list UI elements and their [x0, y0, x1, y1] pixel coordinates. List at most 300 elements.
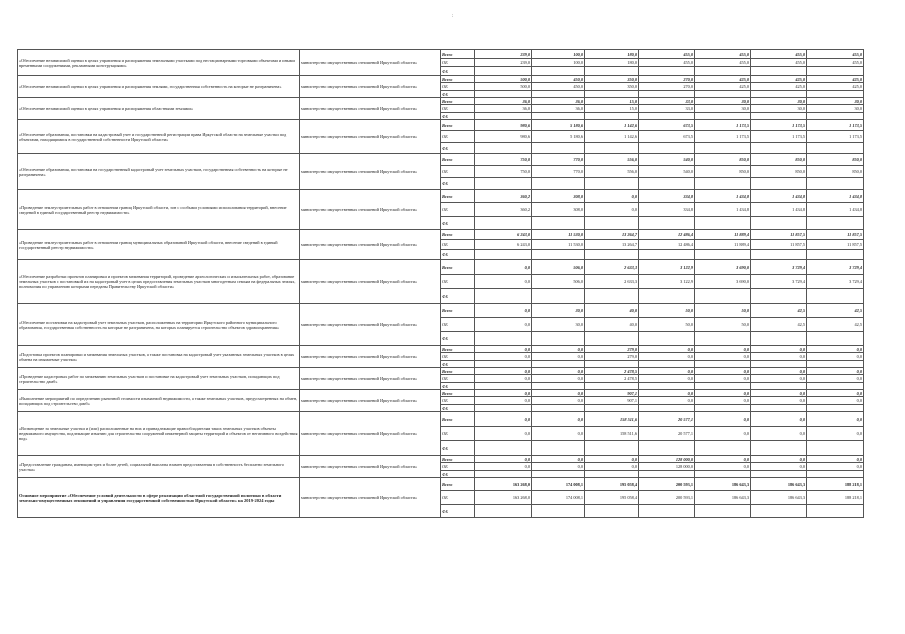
row-label-fb: ФБ [441, 332, 475, 346]
value-cell: 1 173,5 [807, 120, 864, 131]
value-cell: 0,0 [475, 260, 532, 275]
value-cell: 350,0 [585, 83, 639, 91]
table-row-total [18, 230, 864, 240]
row-label-total: Всего [441, 260, 475, 275]
value-cell: 0,0 [475, 318, 532, 332]
value-cell: 0,0 [807, 368, 864, 375]
value-cell: 850,0 [695, 154, 751, 166]
value-cell: 0,0 [639, 353, 695, 361]
value-cell-empty [695, 91, 751, 98]
value-cell-empty [751, 361, 807, 368]
value-cell-empty [475, 332, 532, 346]
value-cell-empty [695, 178, 751, 190]
row-description: «Проведение кадастровых работ по межеванию земельных участков и постановке на кадастровый учет земельных участков, попадающих под строительство дамб» [18, 368, 300, 390]
value-cell: 455,0 [751, 50, 807, 59]
value-cell: 30,0 [751, 105, 807, 113]
value-cell: 556,0 [585, 154, 639, 166]
value-cell: 360,2 [475, 203, 532, 217]
row-label-ob: ОБ [441, 131, 475, 143]
value-cell: 50,0 [695, 318, 751, 332]
value-cell-empty [807, 471, 864, 478]
row-label-total: Всего [441, 304, 475, 318]
page-mark: : [452, 14, 454, 19]
value-cell: 425,0 [695, 76, 751, 83]
value-cell-empty [639, 383, 695, 390]
value-cell-empty [807, 217, 864, 230]
value-cell-empty [475, 289, 532, 304]
value-cell: 0,0 [807, 427, 864, 441]
row-label-total: Всего [441, 98, 475, 105]
value-cell: 1 142,6 [585, 131, 639, 143]
value-cell: 425,0 [695, 83, 751, 91]
value-cell-empty [585, 332, 639, 346]
value-cell-empty [532, 332, 585, 346]
row-responsible: министерство имущественных отношений Иркутской области» [300, 230, 441, 260]
value-cell: 270,0 [639, 83, 695, 91]
value-cell: 455,0 [751, 59, 807, 67]
value-cell: 239,0 [475, 50, 532, 59]
value-cell: 455,0 [639, 59, 695, 67]
value-cell-empty [751, 67, 807, 76]
value-cell: 425,0 [751, 83, 807, 91]
value-cell-empty [475, 143, 532, 154]
table-row-total [18, 412, 864, 427]
value-cell-empty [751, 143, 807, 154]
value-cell-empty [695, 217, 751, 230]
value-cell: 128 000,0 [639, 463, 695, 471]
value-cell-empty [585, 383, 639, 390]
table-row-total [18, 50, 864, 59]
value-cell-empty [475, 91, 532, 98]
value-cell-empty [751, 91, 807, 98]
table-row-total [18, 120, 864, 131]
value-cell: 40,0 [585, 304, 639, 318]
value-cell: 455,0 [807, 59, 864, 67]
value-cell: 163 268,0 [475, 491, 532, 505]
value-cell-empty [695, 67, 751, 76]
value-cell: 11 857,5 [751, 240, 807, 250]
value-cell: 11 530,0 [532, 230, 585, 240]
value-cell: 33,0 [639, 98, 695, 105]
row-label-fb: ФБ [441, 405, 475, 412]
value-cell: 30,0 [695, 98, 751, 105]
value-cell: 13 264,7 [585, 230, 639, 240]
value-cell: 0,0 [695, 412, 751, 427]
value-cell: 128 000,0 [639, 456, 695, 463]
value-cell: 0,0 [695, 368, 751, 375]
value-cell: 200 593,1 [639, 478, 695, 491]
row-label-total: Всего [441, 390, 475, 397]
value-cell-empty [475, 250, 532, 260]
value-cell-empty [751, 332, 807, 346]
value-cell: 270,0 [639, 76, 695, 83]
row-label-total: Всего [441, 154, 475, 166]
value-cell-empty [751, 113, 807, 120]
value-cell-empty [532, 289, 585, 304]
row-label-fb: ФБ [441, 178, 475, 190]
value-cell-empty [751, 441, 807, 456]
value-cell-empty [475, 217, 532, 230]
row-label-fb: ФБ [441, 471, 475, 478]
value-cell-empty [751, 505, 807, 518]
value-cell: 186 643,3 [751, 478, 807, 491]
value-cell: 2 478,5 [585, 368, 639, 375]
row-label-fb: ФБ [441, 217, 475, 230]
value-cell: 0,0 [585, 203, 639, 217]
value-cell-empty [639, 505, 695, 518]
value-cell: 174 008,1 [532, 478, 585, 491]
row-responsible: министерство имущественных отношений Иркутской области» [300, 120, 441, 154]
value-cell: 0,0 [532, 375, 585, 383]
row-description: «Обеспечение независимой оценки в целях управления и распоряжения земельными участками под нестационарными торговыми объектами и иными временными сооружениями, рекламными конструкциями» [18, 50, 300, 76]
value-cell-empty [585, 505, 639, 518]
value-cell-empty [807, 250, 864, 260]
value-cell: 30,0 [751, 98, 807, 105]
value-cell-empty [585, 405, 639, 412]
value-cell: 0,0 [807, 397, 864, 405]
value-cell: 980,6 [475, 120, 532, 131]
value-cell: 0,0 [475, 353, 532, 361]
value-cell: 2 633,3 [585, 275, 639, 289]
value-cell-empty [639, 217, 695, 230]
value-cell-empty [585, 289, 639, 304]
row-label-ob: ОБ [441, 463, 475, 471]
row-description: «Обеспечение независимой оценки в целях управления и распоряжения землями, государственная собственность на которые не разграничена» [18, 76, 300, 98]
value-cell-empty [532, 471, 585, 478]
value-cell: 455,0 [695, 50, 751, 59]
value-cell-empty [532, 505, 585, 518]
value-cell: 0,0 [475, 375, 532, 383]
value-cell-empty [532, 91, 585, 98]
value-cell-empty [695, 250, 751, 260]
value-cell: 2 633,3 [585, 260, 639, 275]
row-responsible: министерство имущественных отношений Иркутской области» [300, 76, 441, 98]
value-cell: 13 264,7 [585, 240, 639, 250]
value-cell: 11 857,5 [807, 240, 864, 250]
value-cell-empty [639, 361, 695, 368]
value-cell: 0,0 [475, 304, 532, 318]
row-description: «Предоставление гражданам, имеющим трех и более детей, социальной выплаты взамен предоставления в собственность бесплатно земельного участка» [18, 456, 300, 478]
value-cell-empty [639, 113, 695, 120]
table-row-total [18, 368, 864, 375]
value-cell: 850,0 [751, 166, 807, 178]
value-cell: 0,0 [751, 463, 807, 471]
value-cell: 334,8 [639, 190, 695, 203]
row-description: «Выполнение мероприятий по определению рыночной стоимости изымаемой недвижимости, а также земельных участков, предусмотренных на обмен, попадающих под строительство дамб» [18, 390, 300, 412]
value-cell-empty [532, 143, 585, 154]
row-description: «Подготовка проектов планировки и межевания земельных участков, а также постановка на кадастровый учет указанных земельных участков в целях обмена на изымаемые участки» [18, 346, 300, 368]
value-cell: 279,0 [585, 346, 639, 353]
value-cell: 455,0 [639, 50, 695, 59]
row-responsible: министерство имущественных отношений Иркутской области» [300, 260, 441, 304]
value-cell: 0,0 [751, 375, 807, 383]
value-cell-empty [639, 178, 695, 190]
row-label-total: Всего [441, 412, 475, 427]
row-label-ob: ОБ [441, 105, 475, 113]
value-cell: 174 008,1 [532, 491, 585, 505]
value-cell: 450,0 [532, 83, 585, 91]
value-cell: 36,0 [532, 98, 585, 105]
value-cell: 5 180,6 [532, 120, 585, 131]
row-description: «Обеспечение разработки проектов планировки и проектов межевания территорий, проведение археологических и изыскательных работ, образование земельных участков с постановкой их на кадастровый учет в целях предоставления земельных участков многодетным семьям на федеральных землях, полномочия по управлению которыми переданы Правительству Иркутской области» [18, 260, 300, 304]
value-cell-empty [639, 332, 695, 346]
value-cell: 3 729,4 [751, 260, 807, 275]
value-cell: 425,0 [751, 76, 807, 83]
value-cell-empty [807, 289, 864, 304]
value-cell: 0,0 [751, 390, 807, 397]
value-cell: 3 729,4 [807, 275, 864, 289]
value-cell-empty [695, 383, 751, 390]
value-cell-empty [751, 178, 807, 190]
row-responsible: министерство имущественных отношений Иркутской области» [300, 456, 441, 478]
table-row-total [18, 304, 864, 318]
value-cell: 0,0 [585, 463, 639, 471]
row-responsible: министерство имущественных отношений Иркутской области» [300, 412, 441, 456]
row-label-total: Всего [441, 50, 475, 59]
value-cell-empty [751, 405, 807, 412]
value-cell-empty [639, 67, 695, 76]
value-cell: 180,0 [585, 50, 639, 59]
value-cell: 5 180,6 [532, 131, 585, 143]
value-cell: 1 434,8 [695, 190, 751, 203]
value-cell-empty [475, 383, 532, 390]
value-cell: 188 218,1 [807, 478, 864, 491]
value-cell-empty [532, 217, 585, 230]
table-row-total [18, 346, 864, 353]
value-cell: 11 857,5 [751, 230, 807, 240]
row-description: «Обеспечение образования, постановки на кадастровый учет и государственной регистрации права Иркутской области на земельные участки под объектами, находящимися в государственной собственности Иркутской области» [18, 120, 300, 154]
value-cell: 907,1 [585, 390, 639, 397]
row-label-ob: ОБ [441, 203, 475, 217]
value-cell: 12 486,4 [639, 240, 695, 250]
row-label-ob: ОБ [441, 427, 475, 441]
value-cell: 42,5 [807, 318, 864, 332]
value-cell: 1 434,8 [751, 203, 807, 217]
value-cell-empty [585, 217, 639, 230]
value-cell: 2 478,5 [585, 375, 639, 383]
row-label-ob: ОБ [441, 59, 475, 67]
value-cell-empty [585, 471, 639, 478]
value-cell: 0,0 [695, 353, 751, 361]
value-cell-empty [807, 113, 864, 120]
value-cell-empty [695, 505, 751, 518]
value-cell-empty [807, 143, 864, 154]
value-cell: 750,0 [475, 154, 532, 166]
value-cell-empty [532, 383, 585, 390]
value-cell: 36,0 [532, 105, 585, 113]
value-cell: 907,1 [585, 397, 639, 405]
value-cell-empty [585, 250, 639, 260]
value-cell: 11 889,4 [695, 230, 751, 240]
value-cell-empty [585, 91, 639, 98]
value-cell: 186 643,3 [751, 491, 807, 505]
row-responsible: министерство имущественных отношений Иркутской области» [300, 368, 441, 390]
value-cell: 980,6 [475, 131, 532, 143]
row-responsible: министерство имущественных отношений Иркутской области» [300, 190, 441, 230]
value-cell: 0,0 [751, 427, 807, 441]
value-cell-empty [751, 289, 807, 304]
row-label-total: Всего [441, 190, 475, 203]
value-cell-empty [532, 250, 585, 260]
value-cell: 500,0 [475, 76, 532, 83]
value-cell-empty [695, 405, 751, 412]
value-cell-empty [807, 405, 864, 412]
value-cell: 6 243,0 [475, 240, 532, 250]
value-cell: 50,0 [639, 318, 695, 332]
value-cell: 15,0 [585, 98, 639, 105]
table-row-total [18, 456, 864, 463]
value-cell-empty [475, 361, 532, 368]
row-description: «Проведение землеустроительных работ в отношении границ муниципальных образований Иркутской области, внесение сведений в единый государственный реестр недвижимости» [18, 230, 300, 260]
table-row-total [18, 154, 864, 166]
row-responsible: министерство имущественных отношений Иркутской области» [300, 304, 441, 346]
value-cell: 0,0 [475, 427, 532, 441]
row-description: «Обеспечение независимой оценки в целях управления и распоряжения областными землями» [18, 98, 300, 120]
row-label-ob: ОБ [441, 397, 475, 405]
value-cell: 15,0 [585, 105, 639, 113]
value-cell: 180,0 [585, 59, 639, 67]
value-cell: 450,0 [532, 76, 585, 83]
table-row-total [18, 76, 864, 83]
value-cell-empty [695, 113, 751, 120]
value-cell: 425,0 [807, 83, 864, 91]
table-row-total [18, 478, 864, 491]
value-cell-empty [532, 113, 585, 120]
value-cell: 0,0 [585, 456, 639, 463]
value-cell-empty [695, 441, 751, 456]
value-cell-empty [475, 113, 532, 120]
row-responsible: министерство имущественных отношений Иркутской области» [300, 98, 441, 120]
value-cell: 0,0 [695, 463, 751, 471]
table-row-total [18, 390, 864, 397]
value-cell-empty [807, 67, 864, 76]
value-cell: 770,0 [532, 166, 585, 178]
value-cell-empty [695, 143, 751, 154]
value-cell: 1 434,8 [695, 203, 751, 217]
row-label-total: Всего [441, 456, 475, 463]
row-responsible: министерство имущественных отношений Иркутской области» [300, 390, 441, 412]
value-cell: 0,0 [695, 375, 751, 383]
value-cell: 0,0 [532, 412, 585, 427]
row-label-total: Всего [441, 478, 475, 491]
row-label-ob: ОБ [441, 240, 475, 250]
row-label-total: Всего [441, 120, 475, 131]
value-cell: 163 268,0 [475, 478, 532, 491]
value-cell-empty [639, 441, 695, 456]
value-cell: 30,0 [695, 105, 751, 113]
value-cell-empty [639, 143, 695, 154]
value-cell: 20 577,1 [639, 427, 695, 441]
value-cell: 425,0 [807, 76, 864, 83]
row-label-fb: ФБ [441, 143, 475, 154]
value-cell-empty [695, 289, 751, 304]
value-cell: 0,0 [532, 456, 585, 463]
value-cell: 3 690,0 [695, 275, 751, 289]
value-cell-empty [695, 471, 751, 478]
value-cell: 0,0 [639, 368, 695, 375]
value-cell: 750,0 [475, 166, 532, 178]
row-description: «Обеспечение образования, постановки на государственный кадастровый учет земельных участков, государственная собственность на которые не разграничена» [18, 154, 300, 190]
value-cell-empty [585, 113, 639, 120]
value-cell: 11 889,4 [695, 240, 751, 250]
value-cell: 279,0 [585, 353, 639, 361]
row-description: Основное мероприятие «Обеспечение условий деятельности в сфере реализации областной государственной политики в области земельно-имущественных отношений и управления государственной собственностью Иркутской области» на 2019-2024 годы [18, 478, 300, 518]
value-cell: 506,0 [532, 275, 585, 289]
value-cell-empty [695, 361, 751, 368]
value-cell-empty [751, 383, 807, 390]
value-cell: 42,5 [751, 304, 807, 318]
value-cell: 36,0 [475, 105, 532, 113]
value-cell-empty [639, 471, 695, 478]
value-cell: 455,0 [807, 50, 864, 59]
value-cell: 158 511,6 [585, 412, 639, 427]
value-cell-empty [475, 441, 532, 456]
value-cell: 0,0 [532, 390, 585, 397]
value-cell: 3 122,9 [639, 275, 695, 289]
value-cell: 0,0 [475, 397, 532, 405]
value-cell: 0,0 [807, 375, 864, 383]
value-cell: 0,0 [532, 427, 585, 441]
value-cell: 770,0 [532, 154, 585, 166]
value-cell: 0,0 [639, 375, 695, 383]
value-cell: 0,0 [532, 368, 585, 375]
value-cell: 42,5 [807, 304, 864, 318]
value-cell: 0,0 [751, 368, 807, 375]
value-cell: 506,0 [532, 260, 585, 275]
value-cell: 3 729,4 [751, 275, 807, 289]
value-cell-empty [532, 178, 585, 190]
value-cell: 0,0 [751, 412, 807, 427]
value-cell: 186 643,3 [695, 491, 751, 505]
value-cell-empty [639, 250, 695, 260]
value-cell-empty [639, 289, 695, 304]
row-description: «Обеспечение постановки на кадастровый учет земельных участков, расположенных на территории Иркутского районного муниципального образования, государственная собственность на которые не разграничена, на которых планируется строительство объектов здравоохранения» [18, 304, 300, 346]
row-responsible: министерство имущественных отношений Иркутской области» [300, 478, 441, 518]
value-cell: 239,0 [475, 59, 532, 67]
row-label-fb: ФБ [441, 67, 475, 76]
value-cell-empty [751, 217, 807, 230]
value-cell-empty [585, 67, 639, 76]
value-cell: 0,0 [751, 353, 807, 361]
value-cell: 186 643,3 [695, 478, 751, 491]
value-cell-empty [807, 91, 864, 98]
value-cell: 850,0 [807, 154, 864, 166]
value-cell: 100,0 [532, 50, 585, 59]
row-label-fb: ФБ [441, 91, 475, 98]
row-label-ob: ОБ [441, 491, 475, 505]
value-cell-empty [475, 471, 532, 478]
value-cell: 0,0 [475, 456, 532, 463]
value-cell: 360,2 [475, 190, 532, 203]
budget-table [17, 49, 864, 518]
row-label-fb: ФБ [441, 113, 475, 120]
value-cell: 540,0 [639, 154, 695, 166]
row-label-ob: ОБ [441, 353, 475, 361]
value-cell-empty [475, 178, 532, 190]
value-cell: 20 577,1 [639, 412, 695, 427]
row-description: «Возмещение за земельные участки и (или) расположенные на них и принадлежащие правообладателям таких земельных участков объекты недвижимого имущества, подлежащие изъятию для строительства сооружений инженерной защиты территорий и объектов от негативного воздействия вод» [18, 412, 300, 456]
table-row-total [18, 98, 864, 105]
value-cell: 1 173,5 [695, 131, 751, 143]
value-cell: 11 857,5 [807, 230, 864, 240]
value-cell: 0,0 [475, 412, 532, 427]
value-cell: 30,0 [532, 304, 585, 318]
row-label-ob: ОБ [441, 318, 475, 332]
value-cell: 200 593,1 [639, 491, 695, 505]
value-cell: 50,0 [695, 304, 751, 318]
value-cell: 188 218,1 [807, 491, 864, 505]
value-cell: 455,0 [695, 59, 751, 67]
